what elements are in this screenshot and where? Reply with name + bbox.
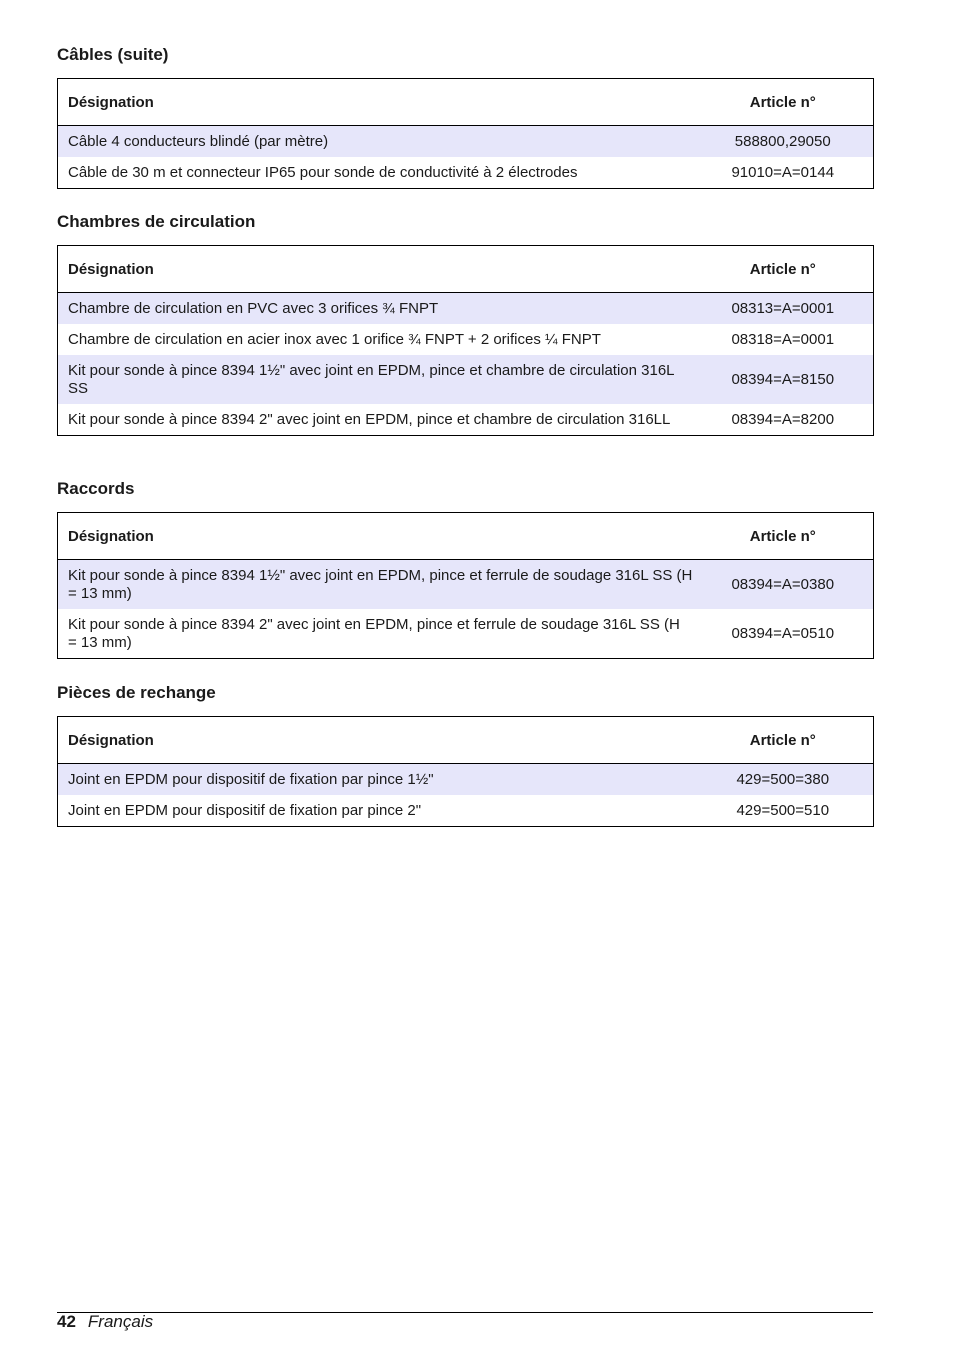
article-header: Article n° [703, 513, 874, 560]
designation-cell: Chambre de circulation en PVC avec 3 orifices ¾ FNPT [58, 293, 703, 325]
section-title-chambres: Chambres de circulation [57, 212, 256, 231]
table-header-row [58, 246, 874, 293]
table-row [58, 324, 874, 355]
article-cell: 08394=A=8150 [703, 355, 874, 404]
designation-cell: Joint en EPDM pour dispositif de fixation par pince 2" [68, 802, 422, 819]
table-row [58, 126, 874, 158]
article-cell: 429=500=510 [736, 802, 830, 819]
table-row [58, 157, 874, 189]
page-number: 42 [57, 1312, 76, 1331]
article-cell: 08313=A=0001 [703, 293, 874, 325]
article-header: Article n° [703, 717, 874, 764]
table-header-row [58, 513, 874, 560]
article-cell: 429=500=380 [703, 764, 874, 796]
chambres-table [57, 245, 874, 436]
designation-header: Désignation [58, 246, 703, 293]
section-title-cables: Câbles (suite) [57, 45, 169, 64]
footer-divider [57, 1312, 873, 1313]
designation-cell: Kit pour sonde à pince 8394 2" avec joint en EPDM, pince et chambre de circulation 316LL [68, 411, 671, 428]
designation-cell: Câble 4 conducteurs blindé (par mètre) [58, 126, 703, 158]
designation-cell: Kit pour sonde à pince 8394 1½" avec joint en EPDM, pince et ferrule de soudage 316L SS (H = 13 mm) [58, 560, 703, 610]
designation-cell: Câble de 30 m et connecteur IP65 pour sonde de conductivité à 2 électrodes [68, 164, 578, 181]
designation-cell: Chambre de circulation en acier inox avec 1 orifice ¾ FNPT + 2 orifices ¼ FNPT [68, 331, 601, 348]
pieces-table [57, 716, 874, 827]
designation-header: Désignation [58, 79, 703, 126]
article-cell: 08394=A=0380 [703, 560, 874, 610]
table-row [58, 609, 874, 659]
designation-header: Désignation [58, 513, 703, 560]
article-cell: 91010=A=0144 [731, 164, 835, 181]
article-header: Article n° [703, 246, 874, 293]
cables-table [57, 78, 874, 189]
section-title-raccords: Raccords [57, 479, 135, 498]
table-header-row [58, 79, 874, 126]
raccords-table [57, 512, 874, 659]
table-row [58, 293, 874, 325]
section-title-pieces: Pièces de rechange [57, 683, 216, 702]
article-cell: 08318=A=0001 [731, 331, 835, 348]
page-footer [57, 1312, 153, 1332]
footer-language: Français [87, 1312, 154, 1331]
table-row [58, 795, 874, 827]
designation-cell: Kit pour sonde à pince 8394 1½" avec joint en EPDM, pince et chambre de circulation 316L SS [58, 355, 703, 404]
designation-header: Désignation [58, 717, 703, 764]
article-cell: 08394=A=8200 [731, 411, 835, 428]
designation-cell: Kit pour sonde à pince 8394 2" avec joint en EPDM, pince et ferrule de soudage 316L SS (H = 13 mm) [68, 616, 680, 651]
table-row [58, 355, 874, 404]
table-row [58, 560, 874, 610]
article-cell: 588800,29050 [703, 126, 874, 158]
table-row [58, 404, 874, 436]
table-header-row [58, 717, 874, 764]
table-row [58, 764, 874, 796]
article-cell: 08394=A=0510 [731, 625, 835, 642]
article-header: Article n° [703, 79, 874, 126]
designation-cell: Joint en EPDM pour dispositif de fixation par pince 1½" [58, 764, 703, 796]
